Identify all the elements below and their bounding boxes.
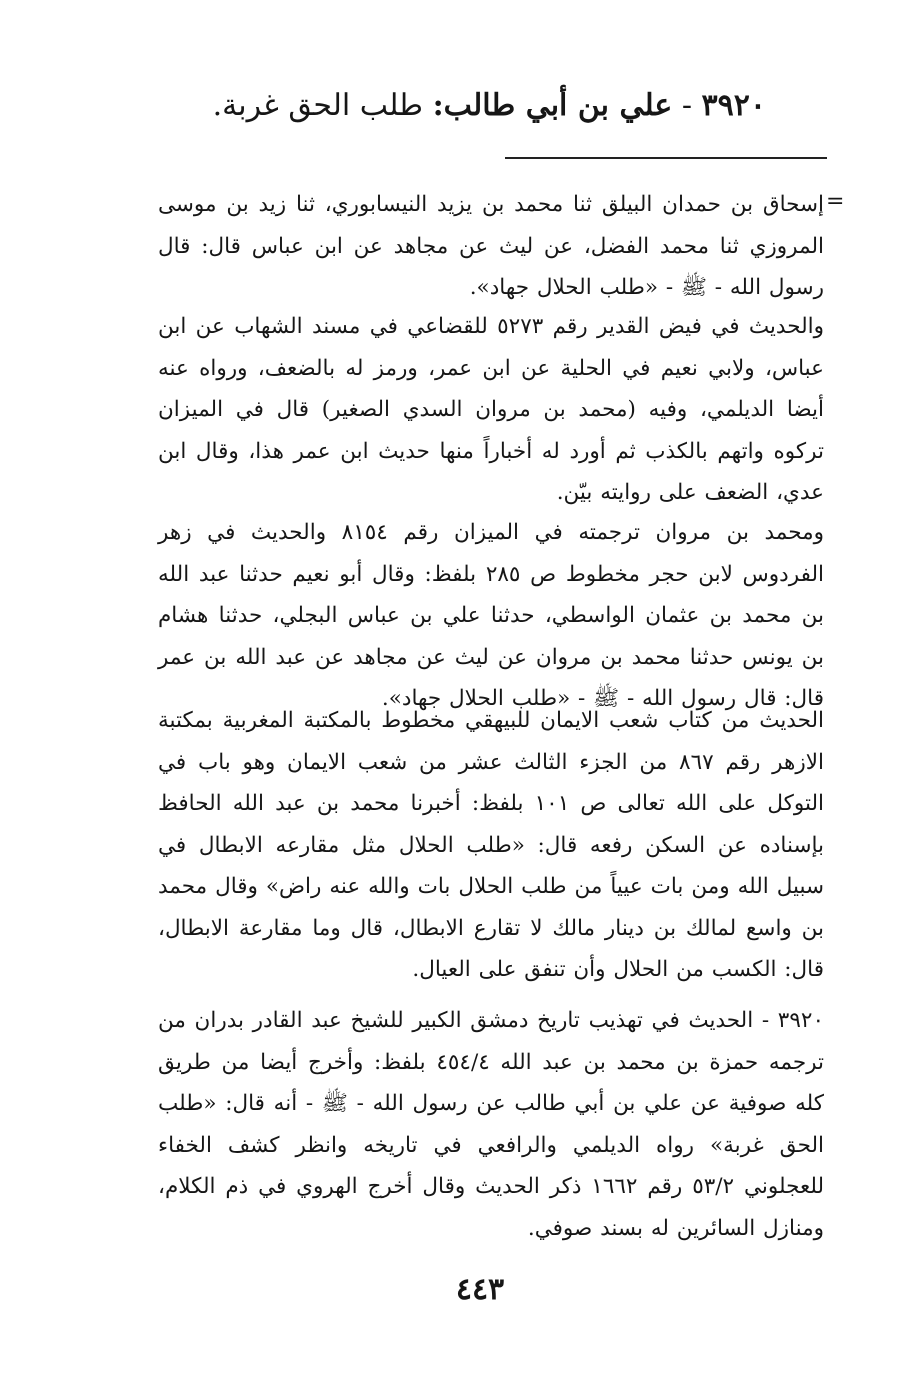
chapter-heading [206,80,766,132]
footnote-paragraph-1: إسحاق بن حمدان البيلق ثنا محمد بن يزيد النيسابوري، ثنا زيد بن موسى المروزي ثنا محمد الفضل، عن ليث عن مجاهد عن ابن عباس قال: قال رسول الله - ﷺ - «طلب الحلال جهاد». [158,192,824,300]
footnote-paragraph-4: الحديث من كتاب شعب الايمان للبيهقي مخطوط بالمكتبة المغربية بمكتبة الازهر رقم ٨٦٧ من الجزء الثالث عشر من شعب الايمان وهو باب في التوكل على الله تعالى ص ١٠١ بلفظ: أخبرنا محمد بن عبد الله الحافظ بإسناده عن السكن رفعه قال: «طلب الحلال مثل مقارعه الابطال في سبيل الله ومن بات عيياً من طلب الحلال بات والله عنه راض» وقال محمد بن واسع لمالك بن دينار مالك لا تقارع الابطال، قال وما مقارعة الابطال، قال: الكسب من الحلال وأن تنفق على العيال. [158,708,824,982]
heading-dash: - [681,88,692,123]
footnote-paragraph-5: ٣٩٢٠ - الحديث في تهذيب تاريخ دمشق الكبير للشيخ عبد القادر بدران من ترجمه حمزة بن محمد بن عبد الله ٤٥٤/٤ بلفظ: وأخرج أيضا من طريق كله صوفية عن علي بن أبي طالب عن رسول الله - ﷺ - أنه قال: «طلب الحق غربة» رواه الديلمي والرافعي في تاريخه وانظر كشف الخفاء للعجلوني ٥٣/٢ رقم ١٦٦٢ ذكر الحديث وقال أخرج الهروي في ذم الكلام، ومنازل السائرين له بسند صوفي. [158,1008,824,1241]
page-number: ٤٤٣ [455,1272,505,1307]
heading-number: ٣٩٢٠ [701,88,766,123]
heading-name: علي بن أبي طالب: [432,88,673,123]
footnote-separator-rule [505,157,827,159]
footnote-paragraph-2: والحديث في فيض القدير رقم ٥٢٧٣ للقضاعي في مسند الشهاب عن ابن عباس، ولابي نعيم في الحلية عن ابن عمر، ورمز له بالضعف، ورواه عنه أيضا الديلمي، وفيه (محمد بن مروان السدي الصغير) قال في الميزان تركوه واتهم بالكذب ثم أورد له أخباراً منها حديث ابن عمر هذا، وقال ابن عدي، الضعف على روايته بيّن. [158,314,824,505]
footnote-continuation-marker: = [826,189,845,214]
heading-text: طلب الحق غربة. [212,88,424,123]
footnote-paragraph-3: ومحمد بن مروان ترجمته في الميزان رقم ٨١٥٤ والحديث في زهر الفردوس لابن حجر مخطوط ص ٢٨٥ بلفظ: وقال أبو نعيم حدثنا عبد الله بن محمد بن عثمان الواسطي، حدثنا علي بن عباس البجلي، حدثنا هشام بن يونس حدثنا محمد بن مروان عن ليث عن مجاهد عن عبد الله بن عمر قال: قال رسول الله - ﷺ - «طلب الحلال جهاد». [158,520,824,711]
